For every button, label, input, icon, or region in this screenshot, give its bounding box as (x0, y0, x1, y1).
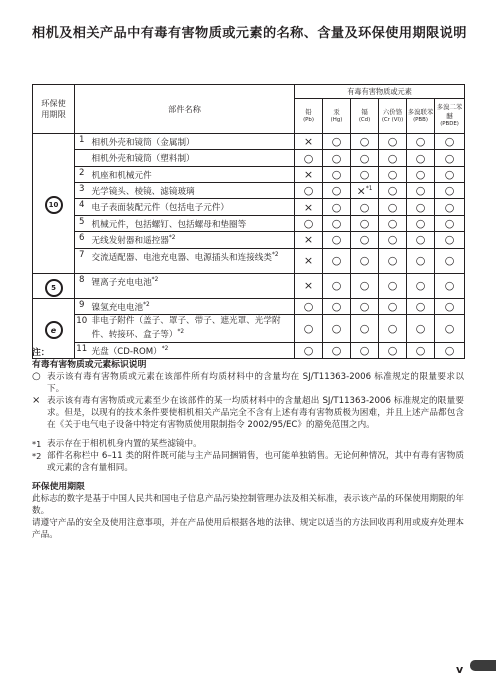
part-name (89, 166, 295, 182)
mark-symbol: ○ (444, 200, 455, 214)
note-text: 表示该有毒有害物质或元素至少在该部件的某一均质材料中的含量超出 SJ/T11363-2006 标准规定的限量要求。但是，以现有的技术条件要使相机相关产品完全不含有上述有毒有害物质极为困难，并且上述产品都包含在《关于电气电子设备中特定有害物质使用限制指令 2002/95/EC》的豁免范围之内。 (47, 396, 464, 430)
mark-symbol: ○ (387, 167, 398, 181)
part-name-text: 机座和机械元件 (91, 170, 152, 181)
note-text: 部件名称栏中 6–11 类的附件既可能与主产品同捆销售，也可能单独销售。无论何种情况，其中有毒有害物质或元素的含有量相同。 (47, 451, 464, 473)
part-name-text: 相机外壳和镜筒（金属制） (91, 137, 195, 148)
substance-mark (323, 150, 351, 166)
row-number: 6 (75, 232, 89, 248)
row-number: 3 (75, 183, 89, 199)
substance-mark (379, 183, 407, 199)
substance-mark (435, 183, 465, 199)
mark-symbol: ○ (359, 343, 370, 357)
mark-symbol: ○ (387, 279, 398, 293)
substance-mark (351, 215, 379, 231)
table-row (33, 273, 465, 298)
substance-name: 铅 (305, 107, 312, 116)
mark-symbol: ○ (444, 279, 455, 293)
mark-symbol: ○ (415, 151, 426, 165)
part-name-text: 非电子附件（盖子、罩子、带子、遮光罩、光学附件、转接环、盒子等） (91, 315, 281, 341)
row-number: 7 (75, 248, 89, 273)
substance-mark (351, 232, 379, 248)
period-paragraphs (32, 493, 464, 541)
legend-list (32, 371, 464, 431)
substance-mark (435, 273, 465, 298)
part-name (89, 199, 295, 215)
page-tab-marker (470, 660, 496, 671)
substance-header-2 (351, 99, 379, 134)
row-number: 11 (75, 342, 89, 358)
mark-symbol: ○ (303, 184, 314, 198)
header-substances-group: 有毒有害物质或元素 (295, 85, 465, 99)
substance-mark (407, 166, 435, 182)
mark-footnote: *1 (365, 186, 373, 193)
substance-mark (351, 150, 379, 166)
substance-mark (407, 134, 435, 150)
part-footnote-mark: *2 (271, 251, 279, 258)
table-row (33, 134, 465, 150)
mark-symbol: ○ (359, 321, 370, 335)
substance-mark (435, 199, 465, 215)
mark-symbol: ○ (331, 299, 342, 313)
substance-header-5 (435, 99, 465, 134)
mark-symbol: ○ (331, 233, 342, 247)
note-text: 表示该有毒有害物质或元素在该部件所有均质材料中的含量均在 SJ/T11363-2006 标准规定的限量要求以下。 (47, 372, 464, 394)
substance-mark (351, 166, 379, 182)
substance-name: 镉 (361, 107, 368, 116)
substance-name: 六价铬 (382, 107, 403, 116)
row-number (75, 150, 89, 166)
period-paragraph: 此标志的数字是基于中国人民共和国电子信息产品污染控制管理办法及相关标准，表示该产品的环保使用期限的年数。 (32, 494, 464, 516)
substance-mark (295, 215, 323, 231)
substance-mark (351, 183, 379, 199)
substance-header-1 (323, 99, 351, 134)
substance-mark (351, 134, 379, 150)
substance-mark (407, 215, 435, 231)
substance-mark (295, 232, 323, 248)
substance-mark (379, 273, 407, 298)
period-badge-icon: 10 (45, 196, 63, 214)
mark-symbol: ○ (387, 233, 398, 247)
substance-symbol: (Cr (VI)) (381, 117, 404, 123)
mark-symbol: ○ (331, 321, 342, 335)
substance-mark (295, 298, 323, 314)
mark-symbol: ○ (415, 200, 426, 214)
substance-mark (295, 199, 323, 215)
part-name (89, 298, 295, 314)
substance-mark (407, 248, 435, 273)
substance-mark (295, 183, 323, 199)
mark-symbol: × (303, 167, 314, 181)
mark-symbol: ○ (303, 299, 314, 313)
substance-mark (379, 134, 407, 150)
substance-mark (323, 314, 351, 342)
table-row (33, 314, 465, 342)
substance-mark (435, 232, 465, 248)
part-name (89, 273, 295, 298)
substance-mark (407, 232, 435, 248)
substance-mark (407, 298, 435, 314)
header-part-name: 部件名称 (75, 85, 295, 134)
substance-mark (379, 166, 407, 182)
note-item (32, 371, 464, 395)
substance-mark (323, 199, 351, 215)
mark-symbol: ○ (303, 151, 314, 165)
part-footnote-mark: *2 (143, 301, 150, 308)
substance-mark (435, 166, 465, 182)
substance-mark (323, 183, 351, 199)
substance-name: 多溴二苯醚 (436, 103, 463, 120)
table-row (33, 166, 465, 182)
table-row (33, 248, 465, 273)
part-name (89, 232, 295, 248)
mark-symbol: ○ (359, 151, 370, 165)
substance-mark (351, 298, 379, 314)
mark-symbol: ○ (387, 151, 398, 165)
note-item (32, 450, 464, 474)
mark-symbol: ○ (387, 135, 398, 149)
mark-symbol: ○ (444, 151, 455, 165)
mark-symbol: ○ (331, 135, 342, 149)
legend-title: 有毒有害物质或元素标识说明 (32, 360, 147, 370)
notes-section (32, 347, 464, 541)
substance-symbol: (Pb) (303, 117, 314, 123)
note-symbol: *2 (32, 451, 42, 461)
mark-symbol: × (303, 135, 314, 149)
substance-mark (323, 232, 351, 248)
substance-mark (295, 273, 323, 298)
substance-mark (379, 215, 407, 231)
row-number: 1 (75, 134, 89, 150)
substance-mark (435, 314, 465, 342)
substance-mark (379, 248, 407, 273)
note-symbol: × (32, 395, 41, 406)
mark-symbol: ○ (444, 299, 455, 313)
substance-mark (351, 248, 379, 273)
part-footnote-mark: *2 (168, 235, 176, 242)
mark-symbol: ○ (444, 343, 455, 357)
mark-symbol: ○ (387, 216, 398, 230)
note-text: 表示存在于相机机身内置的某些滤镜中。 (47, 439, 202, 449)
substance-mark (435, 248, 465, 273)
substance-symbol: (PBDE) (440, 121, 459, 128)
note-item (32, 438, 464, 450)
mark-symbol: ○ (387, 343, 398, 357)
mark-symbol: ○ (331, 343, 342, 357)
mark-symbol: ○ (444, 184, 455, 198)
mark-symbol: ○ (444, 254, 455, 268)
note-symbol: ○ (32, 371, 41, 382)
hazardous-substances-table (32, 84, 465, 359)
substance-mark (295, 166, 323, 182)
mark-symbol: ○ (444, 321, 455, 335)
mark-symbol: ○ (359, 254, 370, 268)
mark-symbol: ○ (303, 321, 314, 335)
substance-mark (351, 199, 379, 215)
row-number: 8 (75, 273, 89, 298)
substance-name: 汞 (333, 107, 340, 116)
mark-symbol: ○ (331, 167, 342, 181)
substance-mark (295, 314, 323, 342)
mark-symbol: × (303, 254, 314, 268)
row-number: 9 (75, 298, 89, 314)
substance-mark (407, 199, 435, 215)
substance-mark (379, 232, 407, 248)
substance-mark (407, 183, 435, 199)
mark-symbol: ○ (387, 321, 398, 335)
mark-symbol: ○ (331, 184, 342, 198)
part-name-text: 锂离子充电电池 (91, 277, 152, 288)
note-item (32, 395, 464, 431)
mark-symbol: ○ (303, 343, 314, 357)
page-letter: v (456, 663, 464, 676)
mark-symbol: ○ (415, 184, 426, 198)
mark-symbol: ○ (331, 151, 342, 165)
footnote-list (32, 438, 464, 474)
mark-symbol: × (303, 200, 314, 214)
substance-mark (379, 298, 407, 314)
part-name (89, 150, 295, 166)
table-row (33, 199, 465, 215)
mark-symbol: ○ (444, 167, 455, 181)
part-name (89, 314, 295, 342)
row-number: 5 (75, 215, 89, 231)
mark-symbol: ○ (387, 184, 398, 198)
header-period: 环保使用期限 (33, 85, 75, 134)
substance-name: 多溴联苯 (407, 107, 434, 116)
part-footnote-mark: *2 (177, 329, 185, 336)
substance-mark (295, 248, 323, 273)
mark-symbol: ○ (359, 279, 370, 293)
period-badge-cell (33, 273, 75, 298)
substance-mark (323, 134, 351, 150)
mark-symbol: × (303, 233, 314, 247)
mark-symbol: ○ (444, 216, 455, 230)
row-number: 4 (75, 199, 89, 215)
note-symbol: *1 (32, 439, 42, 449)
substance-mark (351, 314, 379, 342)
row-number: 2 (75, 166, 89, 182)
page-title: 相机及相关产品中有毒有害物质或元素的名称、含量及环保使用期限说明 (32, 26, 467, 41)
mark-symbol: ○ (444, 135, 455, 149)
part-name (89, 183, 295, 199)
mark-symbol: ○ (387, 254, 398, 268)
part-name-text: 光学镜头、棱镜、滤镜玻璃 (91, 186, 195, 197)
mark-symbol: ○ (415, 321, 426, 335)
mark-symbol: ○ (415, 233, 426, 247)
substance-mark (323, 273, 351, 298)
substance-mark (323, 215, 351, 231)
substance-mark (323, 248, 351, 273)
mark-symbol: ○ (415, 135, 426, 149)
substance-mark (435, 150, 465, 166)
substance-mark (323, 298, 351, 314)
mark-symbol: ○ (359, 200, 370, 214)
substance-mark (351, 273, 379, 298)
substance-mark (379, 199, 407, 215)
part-name-text: 镍氢充电电池 (91, 302, 144, 313)
substance-header-0 (295, 99, 323, 134)
mark-symbol: ○ (415, 254, 426, 268)
substance-symbol: (PBB) (413, 117, 428, 123)
mark-symbol: ○ (331, 216, 342, 230)
period-badge-icon: 5 (45, 279, 63, 297)
substance-mark (435, 298, 465, 314)
mark-symbol: × (356, 185, 366, 199)
substance-mark (295, 150, 323, 166)
period-badge-icon: e (45, 321, 63, 339)
mark-symbol: ○ (444, 233, 455, 247)
substance-mark (407, 314, 435, 342)
mark-symbol: ○ (359, 216, 370, 230)
part-name-text: 光盘（CD-ROM） (91, 346, 162, 357)
mark-symbol: × (303, 279, 314, 293)
part-name (89, 134, 295, 150)
mark-symbol: ○ (359, 233, 370, 247)
mark-symbol: ○ (415, 299, 426, 313)
substance-mark (379, 150, 407, 166)
mark-symbol: ○ (387, 299, 398, 313)
mark-symbol: ○ (303, 216, 314, 230)
substance-header-3 (379, 99, 407, 134)
part-footnote-mark: *2 (151, 276, 159, 283)
mark-symbol: ○ (331, 200, 342, 214)
substance-mark (435, 215, 465, 231)
table-row (33, 150, 465, 166)
mark-symbol: ○ (415, 279, 426, 293)
mark-symbol: ○ (331, 279, 342, 293)
part-name-text: 交流适配器、电池充电器、电源插头和连接线类 (91, 252, 272, 263)
substance-symbol: (Hg) (330, 117, 343, 123)
mark-symbol: ○ (415, 167, 426, 181)
substance-mark (295, 134, 323, 150)
table-row (33, 298, 465, 314)
substance-mark (407, 273, 435, 298)
part-name-text: 相机外壳和镜筒（塑料制） (91, 154, 195, 165)
part-name-text: 无线发射器和遥控器 (91, 236, 169, 247)
substance-mark (435, 134, 465, 150)
period-title: 环保使用期限 (32, 482, 85, 492)
table-row (33, 183, 465, 199)
mark-symbol: ○ (359, 299, 370, 313)
substance-symbol: (Cd) (358, 117, 371, 123)
table-row (33, 215, 465, 231)
substance-mark (407, 150, 435, 166)
part-name (89, 248, 295, 273)
notes-label: 注： (32, 348, 50, 358)
table-row (33, 232, 465, 248)
part-name-text: 机械元件，包括螺钉、包括螺母和垫圈等 (91, 219, 247, 230)
part-name (89, 215, 295, 231)
mark-symbol: ○ (415, 343, 426, 357)
mark-symbol: ○ (359, 135, 370, 149)
mark-symbol: ○ (387, 200, 398, 214)
substance-mark (323, 166, 351, 182)
part-footnote-mark: *2 (161, 345, 169, 352)
mark-symbol: ○ (359, 167, 370, 181)
mark-symbol: ○ (415, 216, 426, 230)
substance-mark (379, 314, 407, 342)
mark-symbol: ○ (331, 254, 342, 268)
part-name-text: 电子表面装配元件（包括电子元件） (91, 203, 230, 214)
period-badge-cell (33, 134, 75, 274)
row-number: 10 (75, 314, 89, 342)
period-paragraph: 请遵守产品的安全及使用注意事项，并在产品使用后根据各地的法律、规定以适当的方法回收再利用或废弃处理本产品。 (32, 518, 464, 540)
substance-header-4 (407, 99, 435, 134)
